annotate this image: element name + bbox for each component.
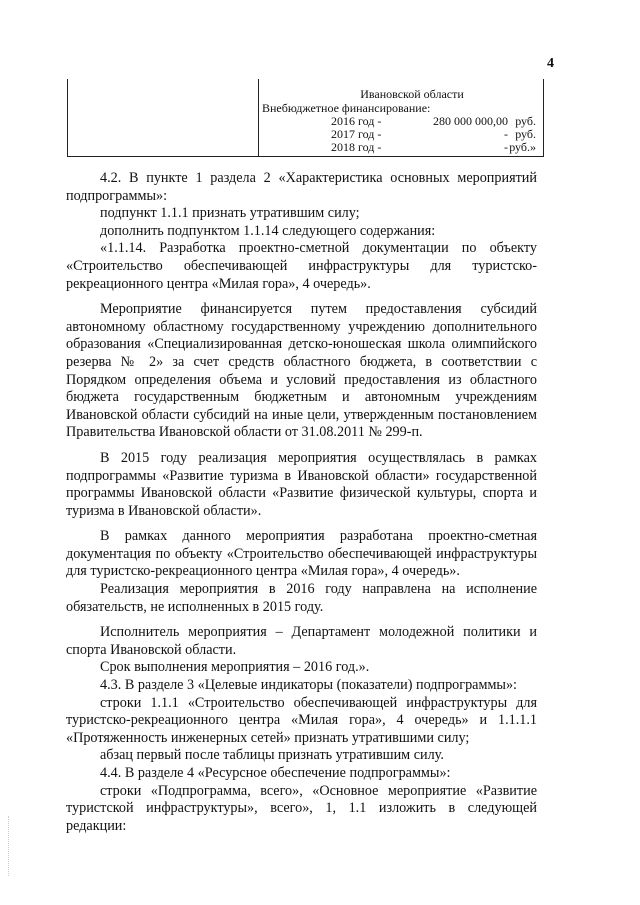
table-row-currency: руб. [515,127,536,141]
paragraph-rows-repeal: строки 1.1.1 «Строительство обеспечивающей инфраструктуры для туристско-рекреационного центра «Милая гора», 4 очередь» и 1.1.1.1 «Протяженность инженерных сетей» признать утратившими силу; [66,694,537,746]
paragraph-financing: Мероприятие финансируется путем предоставления субсидий автономному областному государственному учреждению дополнительного образования «Специализированная детско-юношеская школа олимпийского резерва № 2» за счет средств областного бюджета, в соответствии с Порядком определения объема и условий предоставления из областного бюджета государственным бюджетным и автономным учреждениям Ивановской области субсидий на иные цели, утвержденным постановлением Правительства Ивановской области от 31.08.2011 № 299-п. [66,301,537,441]
paragraph-4-4: 4.4. В разделе 4 «Ресурсное обеспечение подпрограммы»: [100,765,451,781]
paragraph-rows-new-edition: строки «Подпрограмма, всего», «Основное мероприятие «Развитие туристской инфраструктуры», всего», 1, 1.1 изложить в следующей редакции: [66,782,537,834]
financing-table-fragment [67,79,544,157]
table-region: Ивановской области [360,87,464,101]
paragraph-documentation: В рамках данного мероприятия разработана проектно-сметная документация по объекту «Строительство обеспечивающей инфраструктуры для туристско-рекреационного центра «Милая гора», 4 очередь». [66,528,537,580]
paragraph-1-1-14: «1.1.14. Разработка проектно-сметной документации по объекту «Строительство обеспечивающей инфраструктуры для туристско-рекреационного центра «Милая гора», 4 очередь». [66,240,537,292]
page-number: 4 [547,56,554,71]
table-empty-cell [68,79,259,156]
table-row-currency: руб. [515,114,536,128]
table-financing-label: Внебюджетное финансирование: [262,101,431,115]
table-row-year: 2018 год - [331,140,382,154]
paragraph-2016: Реализация мероприятия в 2016 году направлена на исполнение обязательств, не исполненных в 2015 году. [66,581,537,615]
table-row-year: 2017 год - [331,127,382,141]
scan-edge-mark [8,816,11,876]
table-row-amount: - [504,140,508,154]
paragraph-subpoint-repeal: подпункт 1.1.1 признать утратившим силу; [100,205,360,222]
table-row [259,115,543,129]
paragraph-add-subpoint: дополнить подпунктом 1.1.14 следующего содержания: [100,222,436,239]
table-row [259,141,543,155]
table-row-amount: 280 000 000,00 [433,114,508,128]
table-financing-cell [259,79,543,156]
table-row-amount: - [504,127,508,141]
paragraph-4-3: 4.3. В разделе 3 «Целевые индикаторы (показатели) подпрограммы»: [100,677,517,694]
paragraph-deadline: Срок выполнения мероприятия – 2016 год.». [100,659,370,676]
table-row-year: 2016 год - [331,114,382,128]
paragraph-4-2: 4.2. В пункте 1 раздела 2 «Характеристика основных мероприятий подпрограммы»: [66,170,537,204]
paragraph-2015: В 2015 году реализация мероприятия осуществлялась в рамках подпрограммы «Развитие туризма в Ивановской области» государственной программы Ивановской области «Развитие физической культуры, спорта и туризма в Ивановской области». [66,449,537,519]
paragraph-first-after-table: абзац первый после таблицы признать утратившим силу. [100,747,444,764]
paragraph-executor: Исполнитель мероприятия – Департамент молодежной политики и спорта Ивановской области. [66,624,537,658]
table-row [259,128,543,142]
table-row-currency: руб.» [509,140,536,154]
document-body [66,170,537,835]
